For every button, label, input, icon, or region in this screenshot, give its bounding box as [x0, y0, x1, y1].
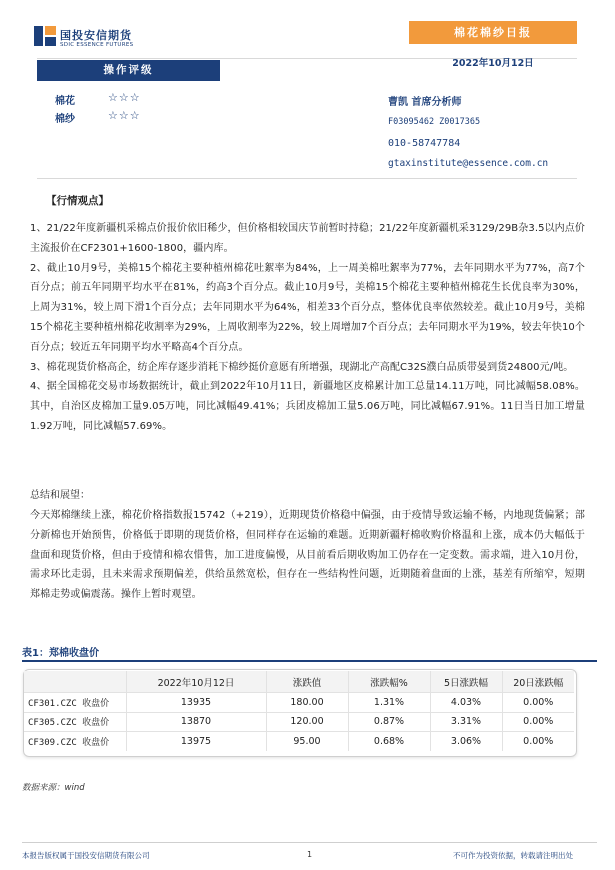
- section-heading: 【行情观点】: [46, 195, 109, 207]
- table-cell: 4.03%: [430, 693, 502, 713]
- paragraph-2: 2、截止10月9号，美棉15个棉花主要种植州棉花吐絮率为84%，上一周美棉吐絮率为77%，去年同期水平为77%，高7个百分点；前五年同期平均水平在81%，约高3个百分点。截止10月9号，美棉15个棉花主要种植州棉花生长优良率为30%，上周为31%，较上周下滑1个百分点；去年同期水平为64%，相差33个百分点，整体优良率依然较差。截止10月9号，美棉15个棉花主要种植州棉花收割率为29%，上周收割率为22%，较上周增加7个百分点；去年同期水平为19%，较去年快10个百分点；较近五年同期平均水平略高4个百分点。: [30, 262, 585, 353]
- rating-title: 操作评级: [37, 60, 220, 81]
- report-date: 2022年10月12日: [452, 58, 534, 69]
- table-cell: 0.87%: [348, 712, 430, 732]
- table-cell: 180.00: [266, 693, 348, 713]
- summary-label: 总结和展望：: [30, 490, 90, 501]
- company-logo-icon: [34, 26, 56, 46]
- footer-copyright: 本报告版权属于国投安信期货有限公司: [22, 851, 150, 860]
- table-cell: CF301.CZC 收盘价: [24, 693, 126, 713]
- paragraph-3: 3、棉花现货价格高企，纺企库存逐步消耗下棉纱挺价意愿有所增强，现湖北产高配C32S濮白品质带晏到货24800元/吨。: [30, 361, 574, 373]
- analyst-ids: F03095462 Z0017365: [388, 117, 481, 127]
- page-number: 1: [307, 850, 313, 859]
- summary-text: 今天郑棉继续上涨，棉花价格指数报15742（+219），近期现货价格稳中偏强，由于疫情导致运输不畅，内地现货偏紧；部分新棉也开始预售，价格低于即期的现货价格，但同样存在运输的难题。近期新疆籽棉收购价格温和上涨，成本仍大幅低于盘面和现货价格，但由于疫情和棉农惜售，加工进度偏慢，从目前看后期收购加工仍存在一定变数。需求端，进入10月份，需求环比走弱，且未来需求预期偏差，供给虽然宽松，但存在一些结构性问题，近期随着盘面的上涨，基差有所缩窄，短期郑棉走势或偏震荡。操作上暂时观望。: [30, 510, 585, 601]
- rating-stars-yarn: ☆☆☆: [108, 109, 141, 122]
- report-title: 棉花棉纱日报: [409, 21, 577, 44]
- table-cell: 0.00%: [502, 712, 574, 732]
- table-cell: CF305.CZC 收盘价: [24, 712, 126, 732]
- column-header: [24, 671, 126, 693]
- table-cell: 13975: [126, 732, 266, 751]
- table-cell: 0.00%: [523, 735, 554, 747]
- table-cell: 120.00: [266, 712, 348, 732]
- table-cell: 13870: [126, 712, 266, 732]
- table-cell: 0.00%: [502, 693, 574, 713]
- summary-paragraph: [30, 506, 585, 605]
- column-header: 涨跌值: [266, 671, 348, 693]
- rating-name-yarn: 棉纱: [55, 114, 75, 125]
- footer-divider: [22, 842, 597, 843]
- table-title-rule: [22, 660, 597, 662]
- analyst-phone: 010-58747784: [388, 138, 461, 149]
- table-cell: 13935: [126, 693, 266, 713]
- table-cell: 3.06%: [430, 732, 502, 751]
- table-header-row: [24, 671, 574, 693]
- section-divider: [37, 178, 577, 179]
- table-row: [24, 732, 574, 751]
- table-row: [24, 693, 574, 713]
- paragraph-4: 4、据全国棉花交易市场数据统计，截止到2022年10月11日，新疆地区皮棉累计加工总量14.11万吨，同比减幅58.08%。其中，自治区皮棉加工量9.05万吨，同比减幅49.41%；兵团皮棉加工量5.06万吨，同比减幅67.91%。11日当日加工增量1.92万吨，同比减幅57.69%。: [30, 381, 585, 432]
- rating-name-cotton: 棉花: [55, 96, 75, 107]
- column-header: 涨跌幅%: [348, 671, 430, 693]
- table-cell: 3.31%: [430, 712, 502, 732]
- table-cell: 95.00: [266, 732, 348, 751]
- price-table: [24, 671, 574, 751]
- table-cell: CF309.CZC 收盘价: [24, 732, 126, 751]
- market-view-paragraphs: [30, 219, 585, 437]
- column-header: 5日涨跌幅: [430, 671, 502, 693]
- rating-stars-cotton: ☆☆☆: [108, 91, 141, 104]
- data-source: 数据来源：wind: [22, 783, 85, 793]
- logo-text-en: SDIC ESSENCE FUTURES: [60, 42, 134, 48]
- footer-disclaimer: 不可作为投资依据，转载请注明出处: [453, 851, 573, 860]
- logo-text-cn: 国投安信期货: [60, 29, 132, 42]
- table-cell: 1.31%: [348, 693, 430, 713]
- column-header: 2022年10月12日: [126, 671, 266, 693]
- table-title: 表1：郑棉收盘价: [22, 648, 99, 659]
- analyst-email[interactable]: gtaxinstitute@essence.com.cn: [388, 158, 549, 169]
- table-cell: 0.68%: [348, 732, 430, 751]
- paragraph-1: 1、21/22年度新疆机采棉点价报价依旧稀少，但价格相较国庆节前暂时持稳；21/22年度新疆机采3129/29B杂3.5以内点价主流报价在CF2301+1600-1800，疆内库。: [30, 223, 585, 254]
- analyst-name: 曹凯 首席分析师: [388, 97, 462, 108]
- table-row: [24, 712, 574, 732]
- column-header: 20日涨跌幅: [502, 671, 574, 693]
